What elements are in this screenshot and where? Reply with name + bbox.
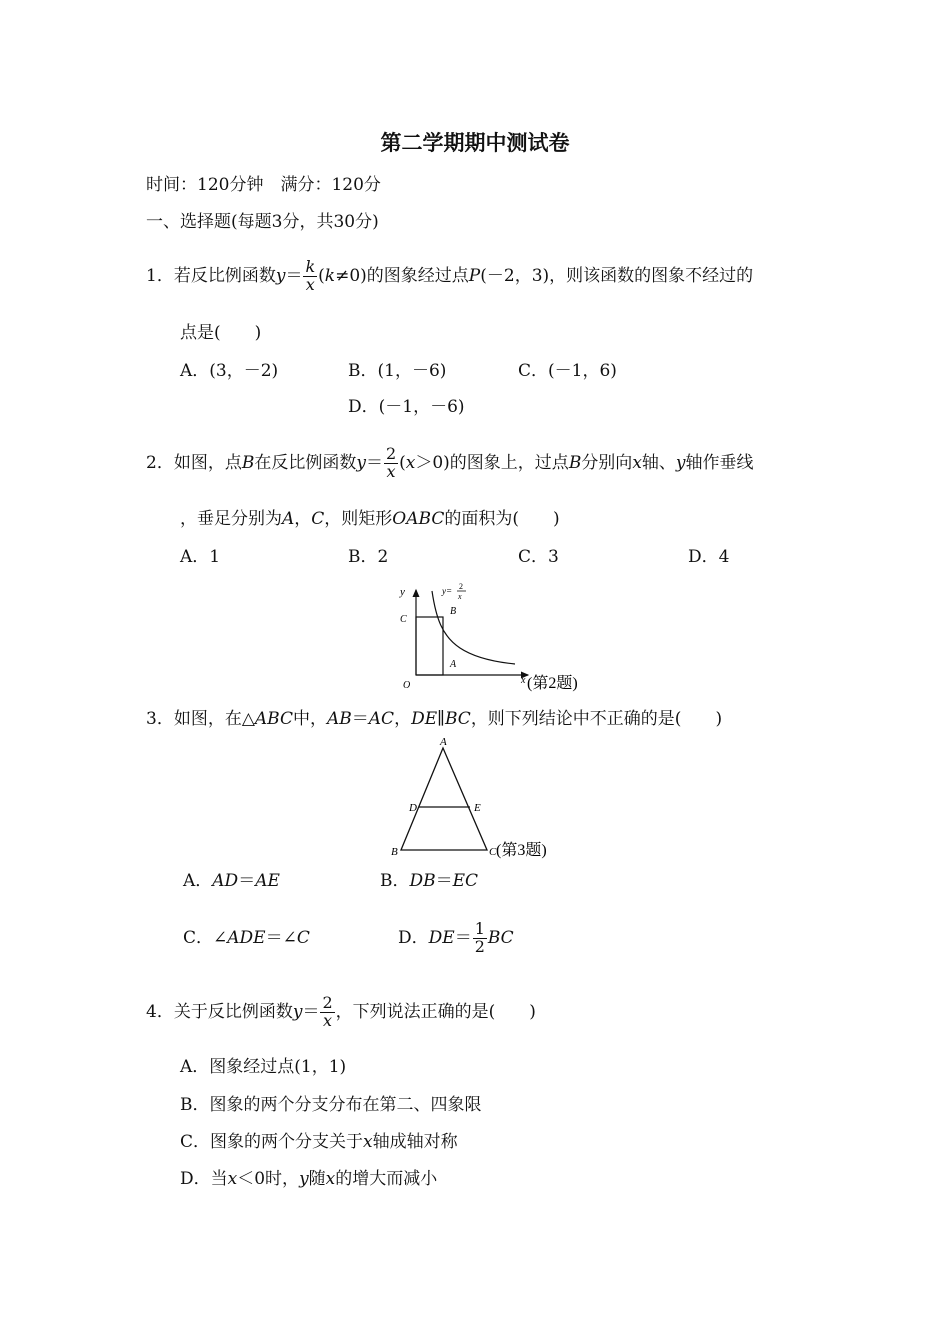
q2-option-a: A．1 [180, 547, 221, 567]
q2-l2-text-b: ， [294, 509, 312, 529]
q4-frac-num: 2 [322, 993, 333, 1013]
label-c: C [489, 846, 497, 858]
q2-text-4: ＞0)的图象上，过点 [415, 453, 569, 473]
curve-label-num: 2 [459, 582, 463, 591]
question-2-line-2 [180, 511, 560, 528]
q3-opt-d-fraction [473, 921, 487, 956]
curve-label: y= [442, 586, 453, 596]
q4-number: 4． [146, 1002, 174, 1022]
q4-text-1: 关于反比例函数 [173, 1002, 293, 1022]
q3-option-d [398, 918, 514, 958]
q3-text-1: 如图，在△ [173, 709, 255, 729]
q3-de: DE [411, 709, 438, 729]
q2-point-b2: B [568, 453, 582, 473]
q2-y2: y [675, 453, 686, 473]
q3-bc: BC [444, 709, 471, 729]
q1-option-b: B．(1，－6) [348, 361, 447, 381]
q2-option-c: C．3 [518, 547, 559, 567]
q2-l2-text-c: ，则矩形 [324, 509, 393, 529]
page-title: 第二学期期中测试卷 [380, 130, 570, 155]
q2-text-5: 分别向 [581, 453, 633, 473]
q3-comma: ， [394, 709, 412, 729]
q3-opt-a-label: A． [183, 871, 213, 891]
q3-opt-c-label: C．∠ [183, 928, 228, 948]
q3-opt-a-left: AD [212, 871, 239, 891]
q3-eq: ＝ [351, 709, 369, 729]
rectangle-oabc [416, 617, 443, 675]
q4-opt-d-x2: x [325, 1169, 336, 1189]
q1-option-c: C．(－1，6) [518, 361, 617, 381]
q1-frac-den: x [305, 275, 315, 294]
q3-opt-a-right: AE [255, 871, 280, 891]
q3-option-c [183, 930, 310, 947]
q4-opt-d-text-c: 随 [308, 1169, 326, 1189]
q3-triangle: ABC [254, 709, 293, 729]
q1-cond-rest: ≠0)的图象经过点 [335, 266, 469, 286]
q4-frac-den: x [323, 1011, 333, 1030]
q2-text-2: 在反比例函数 [254, 453, 357, 473]
question-1-line-1 [146, 256, 753, 296]
q2-figure [390, 578, 620, 693]
q2-point-a: A [282, 509, 295, 529]
q3-opt-c-right: C [296, 928, 310, 948]
section-heading: 一、选择题(每题3分，共30分) [146, 212, 379, 232]
q2-fraction [384, 446, 398, 481]
q4-option-c [180, 1134, 458, 1151]
q4-text-2: ，下列说法正确的是( ) [335, 1002, 536, 1022]
q3-text-2: 中， [293, 709, 327, 729]
q2-caption: (第2题) [527, 675, 578, 692]
q4-opt-d-text-d: 的增大而减小 [335, 1169, 438, 1189]
q3-number: 3． [146, 709, 174, 729]
q1-y: y [275, 266, 286, 286]
label-x: x [521, 675, 526, 686]
q1-eq: ＝ [285, 266, 303, 286]
q1-text-rest: (－2，3)，则该函数的图象不经过的 [480, 266, 754, 286]
q2-l2-text-d: 的面积为( ) [444, 509, 560, 529]
triangle-abc [401, 748, 487, 850]
q4-opt-d-text-b: ＜0时， [237, 1169, 300, 1189]
q2-option-b: B．2 [348, 547, 389, 567]
q2-eq: ＝ [365, 453, 383, 473]
q3-ab: AB [327, 709, 352, 729]
q1-point-p: P [468, 266, 481, 286]
q2-text-1: 如图，点 [173, 453, 242, 473]
q2-frac-den: x [386, 462, 396, 481]
label-a: A [450, 659, 457, 670]
q1-cond-open: ( [318, 266, 325, 286]
label-e: E [474, 802, 481, 814]
q2-rect-oabc: OABC [392, 509, 445, 529]
q1-cond-k: k [324, 266, 336, 286]
q3-opt-c-left: ADE [227, 928, 266, 948]
q3-caption: (第3题) [496, 842, 547, 859]
q1-text-pre: 若反比例函数 [173, 266, 276, 286]
q3-opt-d-num: 1 [474, 919, 485, 939]
q2-text-6: 轴、 [641, 453, 676, 473]
q1-frac-num: k [305, 257, 316, 277]
hyperbola-curve [432, 591, 515, 664]
q3-opt-d-right: BC [487, 928, 514, 948]
label-c: C [400, 614, 407, 625]
q2-text-3: ( [399, 453, 406, 473]
q4-option-a: A．图象经过点(1，1) [180, 1057, 347, 1077]
q3-figure [385, 734, 575, 864]
label-a: A [440, 736, 447, 748]
q3-ac: AC [368, 709, 395, 729]
q2-x2: x [632, 453, 642, 473]
q4-option-b: B．图象的两个分支分布在第二、四象限 [180, 1095, 482, 1115]
q2-point-c: C [311, 509, 325, 529]
q3-parallel: ∥ [437, 709, 445, 729]
q3-opt-b-right: EC [452, 871, 479, 891]
q2-x1: x [405, 453, 416, 473]
q2-frac-num: 2 [385, 444, 397, 464]
q3-opt-d-den: 2 [474, 937, 485, 956]
q3-opt-c-eq: ＝∠ [265, 928, 297, 948]
label-y: y [400, 586, 405, 598]
q3-opt-b-label: B． [380, 871, 410, 891]
q2-text-7: 轴作垂线 [685, 453, 754, 473]
q4-opt-d-y: y [299, 1169, 309, 1189]
q1-option-d: D．(－1，－6) [348, 397, 465, 417]
exam-info: 时间：120分钟 满分：120分 [146, 175, 381, 195]
q3-option-b [380, 873, 478, 890]
q3-opt-d-left: DE [428, 928, 455, 948]
question-1-line-2: 点是( ) [180, 323, 262, 343]
q4-opt-c-x: x [363, 1132, 373, 1152]
q4-option-d [180, 1171, 437, 1188]
q4-opt-c-text-a: C．图象的两个分支关于 [180, 1132, 364, 1152]
q4-eq: ＝ [302, 1002, 320, 1022]
q3-text-3: ，则下列结论中不正确的是( ) [470, 709, 723, 729]
q3-opt-d-label: D． [398, 928, 429, 948]
q2-option-d: D．4 [688, 547, 730, 567]
q3-opt-d-eq: ＝ [454, 928, 472, 948]
q2-number: 2． [146, 453, 174, 473]
q3-option-a [183, 873, 280, 890]
q2-y: y [356, 453, 366, 473]
label-o: O [403, 680, 411, 691]
question-4-line-1 [146, 992, 536, 1032]
q3-opt-b-left: DB [409, 871, 436, 891]
question-3-line-1 [146, 711, 722, 728]
q4-opt-d-text-a: D．当 [180, 1169, 228, 1189]
q2-point-b: B [241, 453, 255, 473]
q1-number: 1． [146, 266, 174, 286]
label-d: D [409, 802, 417, 814]
q4-opt-c-text-b: 轴成轴对称 [372, 1132, 458, 1152]
q4-opt-d-x: x [227, 1169, 238, 1189]
q1-fraction [303, 259, 317, 294]
question-2-line-1 [146, 443, 754, 483]
q4-fraction [320, 995, 334, 1030]
q2-l2-text-a: ，垂足分别为 [180, 509, 282, 529]
label-b: B [450, 606, 457, 617]
q3-opt-b-eq: ＝ [435, 871, 453, 891]
curve-label-den: x [458, 592, 462, 601]
label-b: B [391, 846, 398, 858]
q4-y: y [292, 1002, 303, 1022]
q3-opt-a-eq: ＝ [238, 871, 256, 891]
q1-option-a: A．(3，－2) [180, 361, 279, 381]
